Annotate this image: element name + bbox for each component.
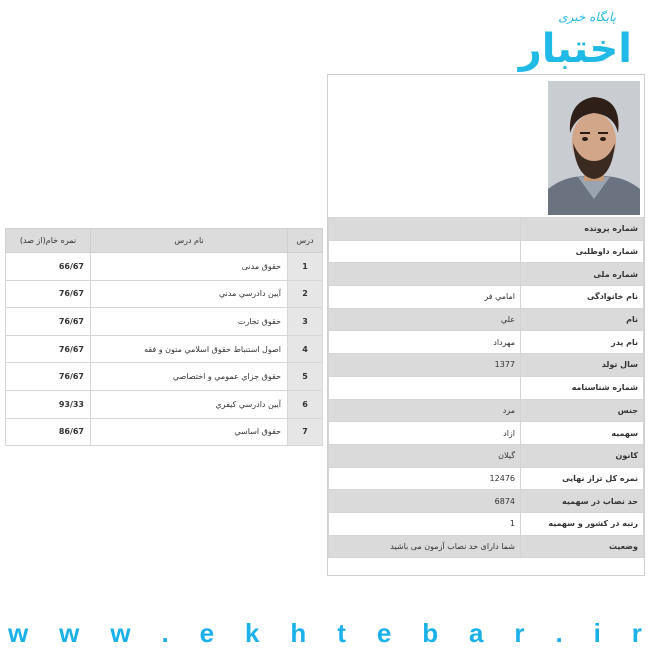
url-char: k [245,618,260,648]
course-score: 76/67 [6,308,91,336]
course-score: 93/33 [6,390,91,418]
table-row [6,253,323,281]
url-char: w [110,618,131,648]
field-value-bar-association: گيلان [329,444,521,467]
url-char: a [469,618,484,648]
table-row [329,286,644,309]
url-char: t [337,618,346,648]
url-char: e [376,618,392,648]
course-index: 7 [288,418,323,446]
logo-wordmark: اختبار [518,26,632,72]
header-course-name: نام درس [91,229,288,253]
field-label-gender: جنس [521,399,644,422]
url-char: r [631,618,642,648]
table-row [6,418,323,446]
field-value-status: شما دارای حد نصاب آزمون می باشید [329,535,521,558]
table-row [6,390,323,418]
course-grades-table [5,228,323,446]
table-row [329,490,644,513]
course-score: 76/67 [6,280,91,308]
field-value-national-id [329,263,521,286]
logo-tagline: پایگاه خبری [558,10,616,24]
course-index: 2 [288,280,323,308]
field-label-birth-year: سال تولد [521,354,644,377]
field-label-final-score: نمره کل تراز نهایی [521,467,644,490]
table-row [329,308,644,331]
table-header-row [6,229,323,253]
field-value-rank: 1 [329,512,521,535]
url-char: e [199,618,215,648]
url-char: w [59,618,80,648]
field-value-last-name: امامي فر [329,286,521,309]
table-row [329,376,644,399]
table-row [6,335,323,363]
field-label-status: وضعیت [521,535,644,558]
course-index: 5 [288,363,323,391]
url-char: r [514,618,525,648]
table-row [329,331,644,354]
url-char: h [290,618,307,648]
field-value-quota-threshold: 6874 [329,490,521,513]
table-row [329,240,644,263]
field-label-bar-association: كانون [521,444,644,467]
course-index: 4 [288,335,323,363]
course-index: 3 [288,308,323,336]
candidate-photo [548,81,640,215]
table-row [329,467,644,490]
field-label-first-name: نام [521,308,644,331]
field-value-final-score: 12476 [329,467,521,490]
field-label-father-name: نام پدر [521,331,644,354]
field-label-national-id: شماره ملی [521,263,644,286]
url-char: . [161,618,169,648]
site-logo [520,6,638,80]
field-label-last-name: نام خانوادگی [521,286,644,309]
table-row [329,535,644,558]
table-row [6,363,323,391]
url-char: w [8,618,29,648]
table-row [6,280,323,308]
table-row [329,444,644,467]
course-name: اصول استنباط حقوق اسلامي متون و فقه [91,335,288,363]
course-index: 6 [288,390,323,418]
field-value-file-number [329,218,521,241]
field-value-birth-year: 1377 [329,354,521,377]
person-photo-icon [548,81,640,215]
course-name: آيين دادرسي مدني [91,280,288,308]
table-row [329,354,644,377]
url-char: i [593,618,601,648]
field-label-quota: سهميه [521,422,644,445]
table-row [329,218,644,241]
field-label-file-number: شماره پرونده [521,218,644,241]
header-raw-score: نمره خام(از صد) [6,229,91,253]
url-char: . [555,618,563,648]
table-row [329,512,644,535]
course-name: حقوق جزاي عمومي و اختصاصي [91,363,288,391]
field-label-quota-threshold: حد نصاب در سهمیه [521,490,644,513]
url-char: b [422,618,439,648]
field-value-gender: مرد [329,399,521,422]
course-score: 76/67 [6,363,91,391]
course-name: حقوق اساسي [91,418,288,446]
table-row [329,399,644,422]
header-course-index: درس [288,229,323,253]
table-row [6,308,323,336]
candidate-info-table [328,217,644,558]
course-name: آيين دادرسي كيفري [91,390,288,418]
candidate-profile-panel [327,74,645,576]
field-value-first-name: علي [329,308,521,331]
table-row [329,263,644,286]
course-name: حقوق تجارت [91,308,288,336]
field-label-id-number: شماره شناسنامه [521,376,644,399]
course-score: 76/67 [6,335,91,363]
field-value-id-number [329,376,521,399]
course-score: 86/67 [6,418,91,446]
field-label-candidate-number: شماره داوطلبی [521,240,644,263]
course-score: 66/67 [6,253,91,281]
field-value-quota: ازاد [329,422,521,445]
course-index: 1 [288,253,323,281]
course-name: حقوق مدنی [91,253,288,281]
table-row [329,422,644,445]
site-url-footer [0,618,650,648]
field-value-candidate-number [329,240,521,263]
field-value-father-name: مهرداد [329,331,521,354]
field-label-rank: رتبه در کشور و سهمیه [521,512,644,535]
